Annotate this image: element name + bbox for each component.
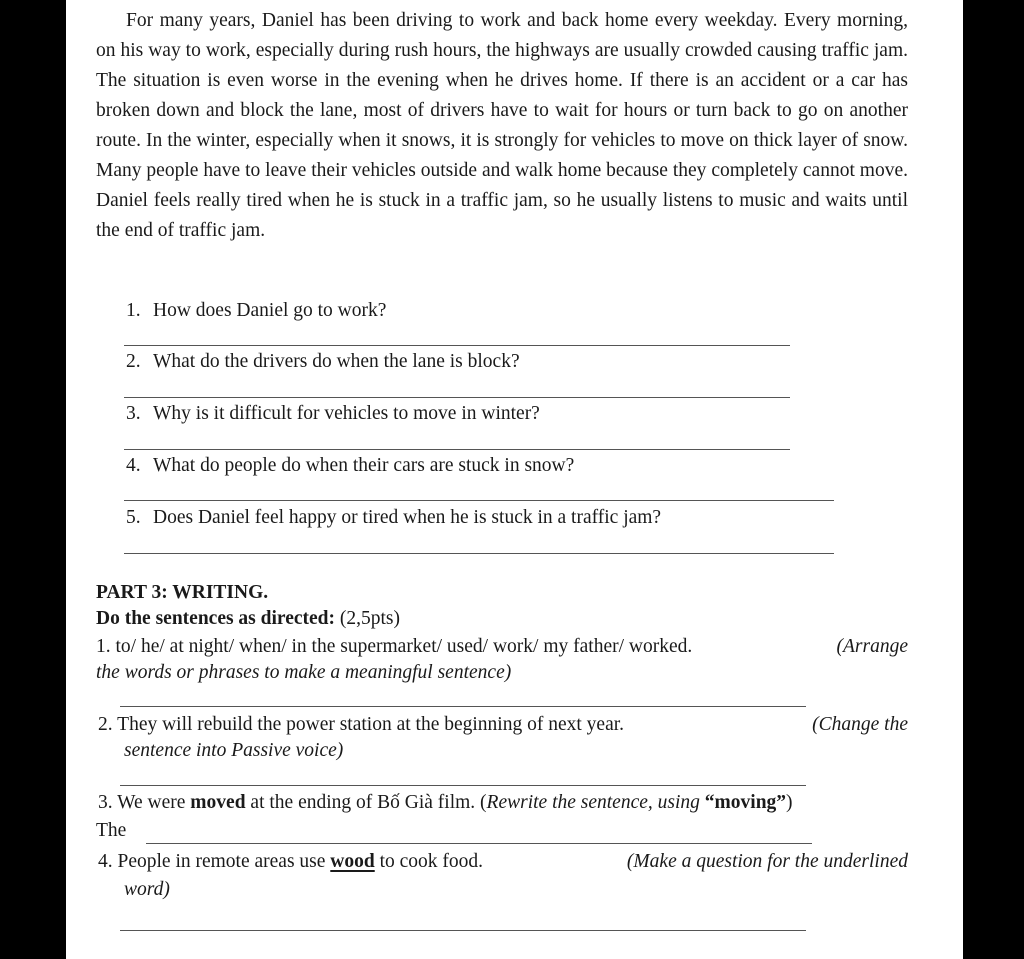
underlined-word: wood (330, 851, 375, 872)
answer-line-3[interactable] (124, 449, 790, 450)
writing-item-4: 4. People in remote areas use wood to cook food. (Make a question for the underlined (98, 851, 908, 872)
writing-item-3-start: The (96, 820, 127, 841)
writing-item-4-instruction: word) (124, 879, 170, 900)
worksheet-page (66, 0, 963, 959)
part3-directive: Do the sentences as directed: (2,5pts) (96, 608, 401, 629)
question-3: 3. Why is it difficult for vehicles to move in winter? (126, 403, 540, 424)
answer-line-2[interactable] (124, 397, 790, 398)
writing-item-3: 3. We were moved at the ending of Bố Già film. (Rewrite the sentence, using “moving”) (98, 792, 793, 813)
passage-text: For many years, Daniel has been driving to work and back home every weekday. Every morning, on his way to work, especially during rush hours, the highways are usually crowded causing traffic jam. The situation is even worse in the evening when he drives home. If there is an accident or a car has broken down and block the lane, most of drivers have to wait for hours or turn back to go on another route. In the winter, especially when it snows, it is strongly for vehicles to move on thick layer of snow. Many people have to leave their vehicles outside and walk home because they completely cannot move. Daniel feels really tired when he is stuck in a traffic jam, so he usually listens to music and waits until the end of traffic jam. (96, 10, 908, 241)
writing-answer-line-4[interactable] (120, 930, 806, 931)
reading-passage (96, 6, 908, 246)
writing-answer-line-2[interactable] (120, 785, 806, 786)
question-1: 1. How does Daniel go to work? (126, 300, 387, 321)
answer-line-5[interactable] (124, 553, 834, 554)
writing-item-1-instruction: the words or phrases to make a meaningful sentence) (96, 662, 512, 683)
writing-answer-line-1[interactable] (120, 706, 806, 707)
question-4: 4. What do people do when their cars are stuck in snow? (126, 455, 575, 476)
writing-item-2: 2. They will rebuild the power station at the beginning of next year. (Change the (98, 714, 908, 735)
answer-line-1[interactable] (124, 345, 790, 346)
answer-line-4[interactable] (124, 500, 834, 501)
question-2: 2. What do the drivers do when the lane is block? (126, 351, 520, 372)
writing-item-2-instruction: sentence into Passive voice) (124, 740, 344, 761)
part3-title: PART 3: WRITING. (96, 582, 269, 603)
writing-answer-line-3[interactable] (146, 843, 812, 844)
writing-item-1: 1. to/ he/ at night/ when/ in the supermarket/ used/ work/ my father/ worked. (Arrange (96, 636, 908, 657)
question-5: 5. Does Daniel feel happy or tired when he is stuck in a traffic jam? (126, 507, 662, 528)
